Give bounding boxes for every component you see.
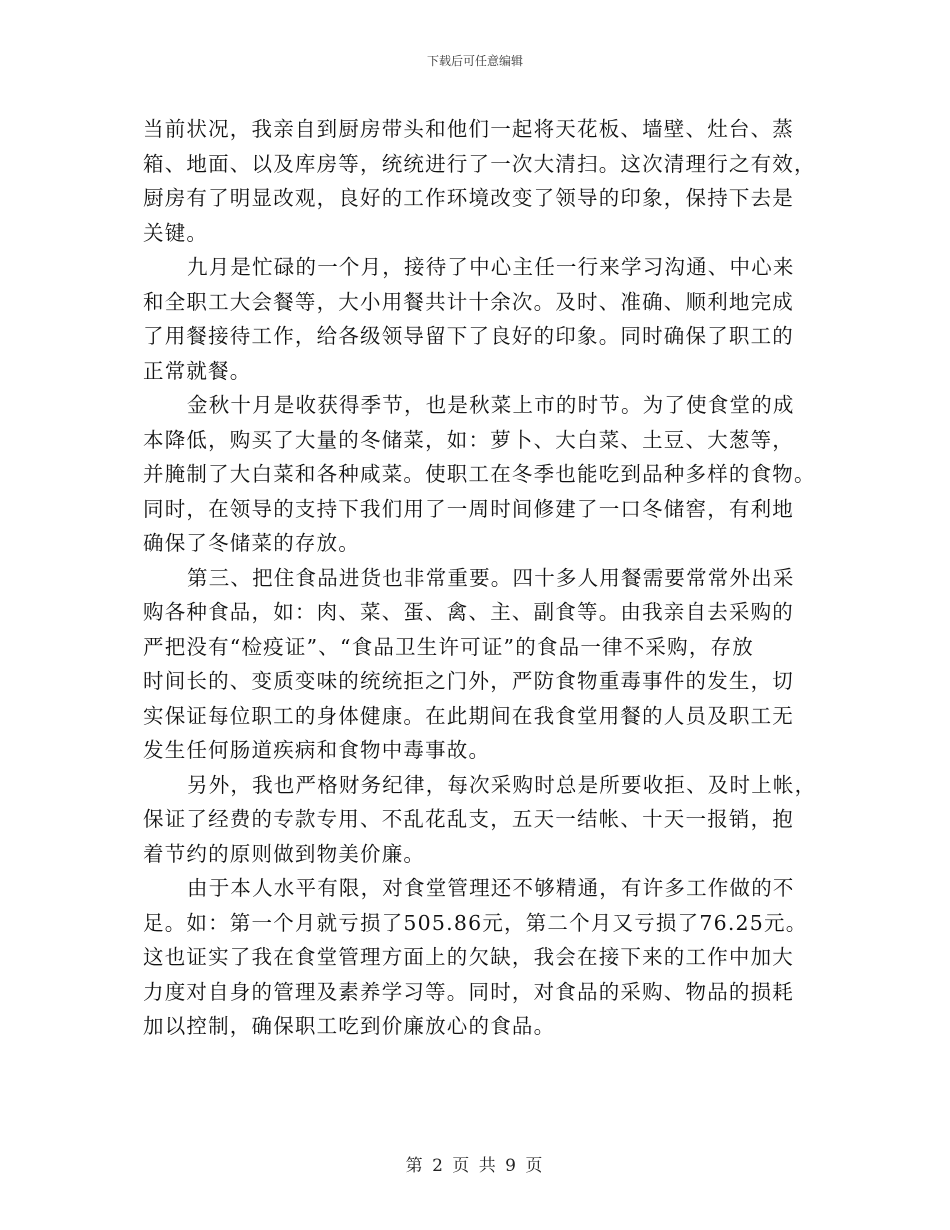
text-line: 第三、把住食品进货也非常重要。四十多人用餐需要常常外出采 (187, 565, 795, 590)
page-number: 第 2 页 共 9 页 (405, 1156, 545, 1176)
text-line: 另外，我也严格财务纪律，每次采购时总是所要收拒、及时上帐， (187, 772, 817, 797)
text-line: 和全职工大会餐等，大小用餐共计十余次。及时、准确、顺利地完成 (143, 289, 794, 314)
text-line: 发生任何肠道疾病和食物中毒事故。 (143, 738, 491, 762)
paragraph (143, 561, 811, 768)
text-line: 厨房有了明显改观，良好的工作环境改变了领导的印象，保持下去是 (143, 186, 794, 210)
page-header-note: 下载后可任意编辑 (426, 54, 523, 68)
text-line: 力度对自身的管理及素养学习等。同时，对食品的采购、物品的损耗 (143, 979, 794, 1004)
text-line: 并腌制了大白菜和各种咸菜。使职工在冬季也能吃到品种多样的食物。 (143, 462, 816, 486)
text-line: 时间长的、变质变味的统统拒之门外，严防食物重毒事件的发生，切 (143, 669, 794, 693)
text-line: 加以控制，确保职工吃到价廉放心的食品。 (143, 1014, 556, 1038)
text-line: 确保了冬储菜的存放。 (143, 531, 360, 555)
text-line: 购各种食品，如：肉、菜、蛋、禽、主、副食等。由我亲自去采购的 (143, 600, 794, 624)
paragraph (143, 871, 811, 1044)
paragraph (143, 388, 816, 561)
text-line: 同时，在领导的支持下我们用了一周时间修建了一口冬储窖，有利地 (143, 496, 794, 521)
text-line: 保证了经费的专款专用、不乱花乱支，五天一结帐、十天一报销，抱 (143, 807, 794, 831)
text-line: 足。如：第一个月就亏损了505.86元，第二个月又亏损了76.25元。 (143, 910, 808, 935)
text-line: 关键。 (143, 220, 209, 245)
text-line: 严把没有“检疫证”、“食品卫生许可证”的食品一律不采购，存放 (143, 634, 754, 659)
text-line: 箱、地面、以及库房等，统统进行了一次大清扫。这次清理行之有效， (143, 151, 816, 176)
text-line: 九月是忙碌的一个月，接待了中心主任一行来学习沟通、中心来 (187, 255, 795, 279)
text-line: 由于本人水平有限，对食堂管理还不够精通，有许多工作做的不 (187, 876, 795, 900)
document-body (143, 112, 817, 1044)
text-line: 实保证每位职工的身体健康。在此期间在我食堂用餐的人员及职工无 (143, 703, 794, 728)
text-line: 金秋十月是收获得季节，也是秋菜上市的时节。为了使食堂的成 (187, 393, 795, 417)
paragraph (143, 250, 811, 388)
text-line: 着节约的原则做到物美价廉。 (143, 841, 426, 866)
paragraph (143, 768, 817, 872)
text-line: 这也证实了我在食堂管理方面上的欠缺，我会在接下来的工作中加大 (143, 945, 794, 969)
paragraph (143, 112, 816, 250)
text-line: 当前状况，我亲自到厨房带头和他们一起将天花板、墙壁、灶台、蒸 (143, 117, 794, 141)
text-line: 了用餐接待工作，给各级领导留下了良好的印象。同时确保了职工的 (143, 324, 794, 348)
text-line: 正常就餐。 (143, 358, 252, 383)
text-line: 本降低，购买了大量的冬储菜，如：萝卜、大白菜、土豆、大葱等， (143, 427, 794, 452)
